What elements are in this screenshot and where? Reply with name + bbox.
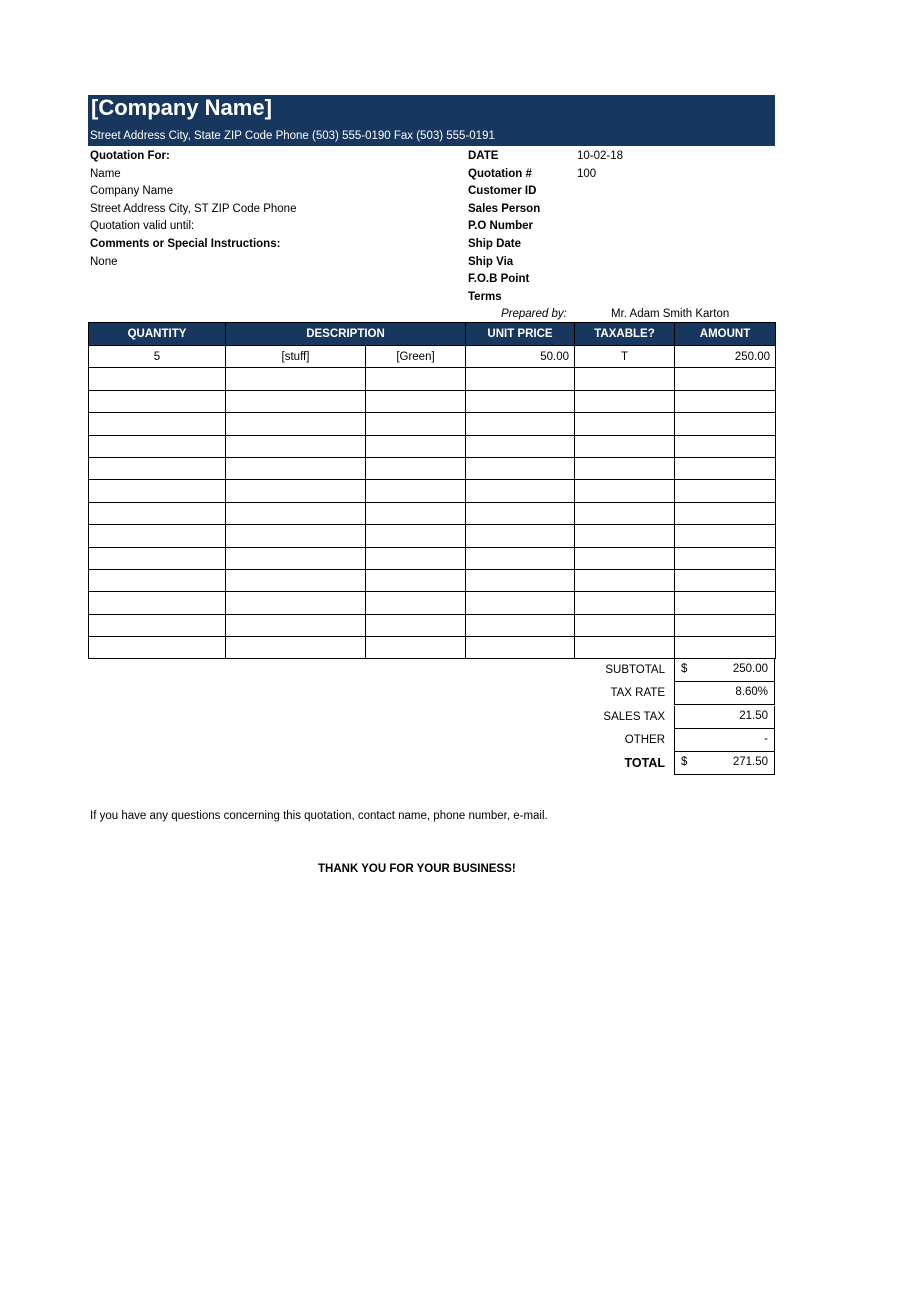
total-currency: $: [681, 756, 688, 769]
subtotal-currency: $: [681, 663, 688, 676]
table-cell: [89, 435, 226, 457]
date-label: DATE: [468, 150, 499, 162]
table-cell: [89, 457, 226, 479]
table-cell: [226, 547, 366, 569]
fob-point-label: F.O.B Point: [468, 273, 530, 285]
table-cell: [466, 637, 575, 659]
table-cell: [226, 435, 366, 457]
header-unit-price: UNIT PRICE: [466, 323, 575, 346]
table-cell: [366, 525, 466, 547]
table-cell: [stuff]: [226, 346, 366, 368]
header-description: DESCRIPTION: [226, 323, 466, 346]
table-cell: [226, 525, 366, 547]
comments-value: None: [90, 256, 118, 268]
table-cell: [466, 502, 575, 524]
table-cell: 50.00: [466, 346, 575, 368]
table-cell: [575, 637, 675, 659]
table-cell: [226, 637, 366, 659]
table-cell: [226, 614, 366, 636]
table-cell: [466, 390, 575, 412]
table-cell: [366, 413, 466, 435]
table-cell: [675, 547, 776, 569]
table-row: [89, 614, 776, 636]
quotation-number-label: Quotation #: [468, 168, 532, 180]
table-cell: [366, 614, 466, 636]
table-cell: [466, 547, 575, 569]
table-cell: [89, 592, 226, 614]
customer-id-label: Customer ID: [468, 185, 537, 197]
customer-name: Name: [90, 168, 121, 180]
table-cell: [366, 547, 466, 569]
table-cell: [226, 390, 366, 412]
table-cell: [675, 390, 776, 412]
table-cell: [675, 502, 776, 524]
table-cell: [675, 637, 776, 659]
ship-date-label: Ship Date: [468, 238, 522, 250]
sales-tax-label: SALES TAX: [603, 711, 665, 724]
table-cell: [575, 480, 675, 502]
table-cell: [575, 569, 675, 591]
table-cell: [366, 502, 466, 524]
table-cell: [466, 413, 575, 435]
table-cell: [675, 480, 776, 502]
table-cell: [466, 435, 575, 457]
table-cell: [575, 435, 675, 457]
table-cell: [675, 614, 776, 636]
table-row: [89, 637, 776, 659]
table-row: [89, 413, 776, 435]
items-table: [88, 322, 776, 659]
po-number-label: P.O Number: [468, 220, 533, 232]
other-box: [674, 729, 775, 752]
total-box: [674, 752, 775, 775]
table-cell: [226, 502, 366, 524]
table-cell: [575, 390, 675, 412]
table-cell: [89, 390, 226, 412]
other-label: OTHER: [624, 734, 665, 747]
table-row: [89, 525, 776, 547]
quotation-number-value: 100: [577, 168, 597, 180]
table-cell: [366, 480, 466, 502]
table-cell: [675, 435, 776, 457]
prepared-by-label: Prepared by:: [501, 308, 567, 320]
comments-label: Comments or Special Instructions:: [90, 238, 281, 250]
customer-company: Company Name: [90, 185, 174, 197]
sales-tax-box: [674, 706, 775, 729]
tax-rate-value: 8.60%: [735, 686, 768, 699]
table-cell: [89, 525, 226, 547]
table-cell: [575, 368, 675, 390]
table-cell: [89, 502, 226, 524]
table-cell: [366, 390, 466, 412]
company-address: Street Address City, State ZIP Code Phone (503) 555-0190 Fax (503) 555-0191: [90, 130, 495, 142]
ship-via-label: Ship Via: [468, 256, 514, 268]
tax-rate-label: TAX RATE: [610, 687, 665, 700]
table-cell: [466, 457, 575, 479]
header-taxable: TAXABLE?: [575, 323, 675, 346]
table-row: [89, 368, 776, 390]
table-cell: 5: [89, 346, 226, 368]
table-cell: [366, 637, 466, 659]
header-banner: [88, 95, 775, 146]
table-cell: [466, 525, 575, 547]
sales-tax-value: 21.50: [739, 710, 768, 723]
terms-label: Terms: [468, 291, 502, 303]
thank-you-message: THANK YOU FOR YOUR BUSINESS!: [318, 863, 516, 875]
table-cell: [366, 569, 466, 591]
date-value: 10-02-18: [577, 150, 624, 162]
table-cell: 250.00: [675, 346, 776, 368]
table-cell: [89, 637, 226, 659]
table-cell: [466, 614, 575, 636]
table-cell: [575, 413, 675, 435]
table-cell: [226, 569, 366, 591]
table-row: [89, 547, 776, 569]
header-quantity: QUANTITY: [89, 323, 226, 346]
table-cell: [226, 480, 366, 502]
table-row: [89, 390, 776, 412]
subtotal-box: [674, 659, 775, 682]
table-cell: [366, 368, 466, 390]
table-row: [89, 569, 776, 591]
table-cell: [366, 457, 466, 479]
customer-address: Street Address City, ST ZIP Code Phone: [90, 203, 297, 215]
table-cell: [575, 614, 675, 636]
subtotal-value: 250.00: [732, 663, 768, 676]
table-cell: [675, 592, 776, 614]
table-cell: T: [575, 346, 675, 368]
table-cell: [466, 480, 575, 502]
table-cell: [89, 480, 226, 502]
table-row: [89, 457, 776, 479]
table-cell: [226, 413, 366, 435]
table-cell: [226, 368, 366, 390]
totals-section: [88, 659, 775, 779]
table-header-row: [89, 323, 776, 346]
table-cell: [575, 547, 675, 569]
table-cell: [575, 525, 675, 547]
table-cell: [466, 592, 575, 614]
header-amount: AMOUNT: [675, 323, 776, 346]
table-cell: [89, 368, 226, 390]
table-cell: [226, 592, 366, 614]
table-cell: [575, 502, 675, 524]
tax-rate-box: [674, 682, 775, 705]
table-cell: [89, 413, 226, 435]
table-cell: [366, 435, 466, 457]
quotation-for-label: Quotation For:: [90, 150, 170, 162]
table-row: [89, 435, 776, 457]
table-body: [89, 346, 776, 659]
table-cell: [89, 614, 226, 636]
table-cell: [675, 413, 776, 435]
prepared-by-value: Mr. Adam Smith Karton: [611, 308, 730, 320]
table-cell: [675, 457, 776, 479]
total-label: TOTAL: [624, 756, 665, 771]
contact-note: If you have any questions concerning this quotation, contact name, phone number, e-mail.: [90, 810, 548, 822]
table-row: [89, 592, 776, 614]
table-cell: [575, 457, 675, 479]
sales-person-label: Sales Person: [468, 203, 541, 215]
subtotal-label: SUBTOTAL: [605, 664, 665, 677]
table-cell: [466, 368, 575, 390]
table-cell: [466, 569, 575, 591]
company-name: [Company Name]: [91, 95, 272, 120]
table-cell: [675, 569, 776, 591]
table-cell: [675, 368, 776, 390]
table-cell: [89, 547, 226, 569]
quotation-sheet: [88, 95, 775, 779]
table-cell: [226, 457, 366, 479]
table-cell: [Green]: [366, 346, 466, 368]
table-row: [89, 502, 776, 524]
table-cell: [366, 592, 466, 614]
table-row: [89, 346, 776, 368]
other-value: -: [764, 733, 768, 746]
table-row: [89, 480, 776, 502]
table-cell: [575, 592, 675, 614]
total-value: 271.50: [732, 756, 768, 769]
info-section: [88, 146, 775, 322]
table-cell: [89, 569, 226, 591]
valid-until: Quotation valid until:: [90, 220, 195, 232]
table-cell: [675, 525, 776, 547]
